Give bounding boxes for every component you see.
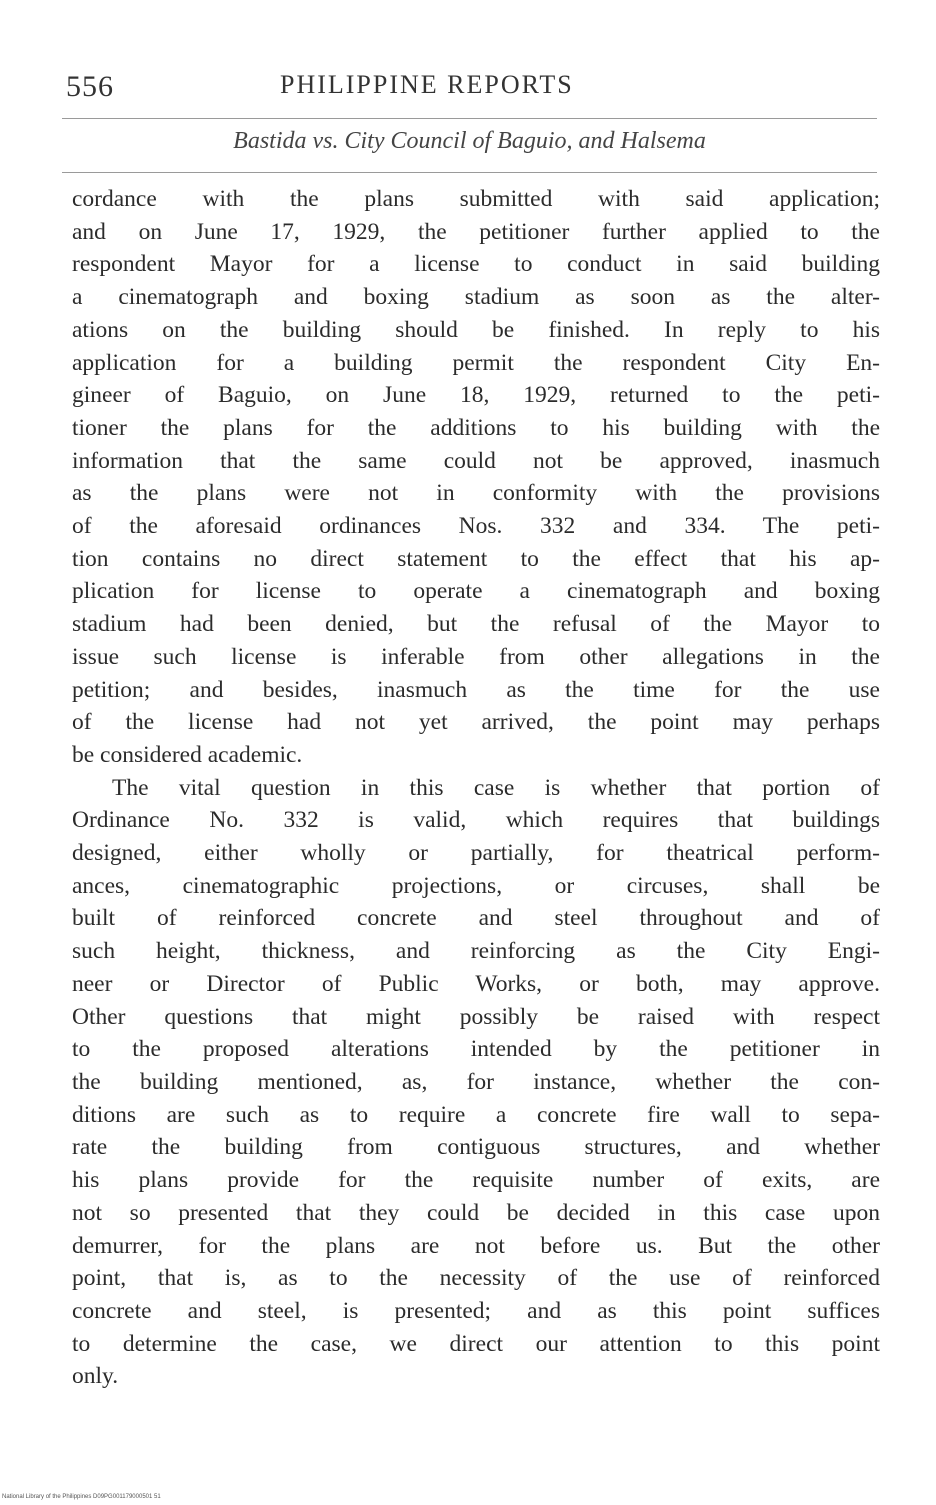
text-line: neer or Director of Public Works, or both, may approve.	[72, 970, 880, 997]
text-line: rate the building from contiguous structures, and whether	[72, 1134, 880, 1161]
text-line: demurrer, for the plans are not before us. But the other	[72, 1232, 880, 1259]
header-rule-bottom	[62, 172, 877, 173]
text-line: Other questions that might possibly be raised with respect	[72, 1003, 880, 1030]
running-head: PHILIPPINE REPORTS	[280, 70, 574, 99]
text-line: stadium had been denied, but the refusal of the Mayor to	[72, 611, 880, 638]
page-number: 556	[66, 70, 114, 103]
text-line: concrete and steel, is presented; and as this point suffices	[72, 1297, 880, 1324]
text-line: not so presented that they could be decided in this case upon	[72, 1199, 880, 1226]
text-line: designed, either wholly or partially, for theatrical perform-	[72, 840, 880, 867]
text-line: point, that is, as to the necessity of the use of reinforced	[72, 1265, 880, 1292]
text-line: ditions are such as to require a concrete fire wall to sepa-	[72, 1101, 880, 1128]
text-line: tion contains no direct statement to the effect that his ap-	[72, 545, 880, 572]
text-line: ances, cinematographic projections, or circuses, shall be	[72, 872, 880, 899]
text-line: issue such license is inferable from other allegations in the	[72, 643, 880, 670]
text-line: only.	[72, 1363, 119, 1390]
text-line: as the plans were not in conformity with the provisions	[72, 480, 880, 507]
body-text	[72, 183, 880, 1393]
text-line: the building mentioned, as, for instance, whether the con-	[72, 1068, 880, 1095]
text-line: built of reinforced concrete and steel throughout and of	[72, 905, 880, 932]
text-line: petition; and besides, inasmuch as the time for the use	[72, 676, 880, 703]
text-line: and on June 17, 1929, the petitioner further applied to the	[72, 218, 880, 245]
text-line: his plans provide for the requisite number of exits, are	[72, 1167, 880, 1194]
case-title: Bastida vs. City Council of Baguio, and Halsema	[233, 128, 706, 154]
footer-credit: National Library of the Philippines D09PG001179000501 51	[2, 1494, 161, 1500]
text-line: a cinematograph and boxing stadium as soon as the alter-	[72, 284, 880, 311]
text-line: such height, thickness, and reinforcing as the City Engi-	[72, 938, 880, 965]
text-line: ations on the building should be finished. In reply to his	[72, 316, 880, 343]
text-line: information that the same could not be approved, inasmuch	[72, 447, 880, 474]
text-line: cordance with the plans submitted with said application;	[72, 186, 880, 212]
text-line: to the proposed alterations intended by the petitioner in	[72, 1036, 880, 1063]
text-line: plication for license to operate a cinematograph and boxing	[72, 578, 880, 605]
text-line: application for a building permit the respondent City En-	[72, 349, 880, 376]
text-line: be considered academic.	[72, 741, 303, 768]
text-line: of the license had not yet arrived, the point may perhaps	[72, 709, 880, 736]
text-line: Ordinance No. 332 is valid, which requires that buildings	[72, 807, 880, 834]
text-line: to determine the case, we direct our attention to this point	[72, 1330, 880, 1357]
text-line: tioner the plans for the additions to his building with the	[72, 414, 880, 441]
text-line: respondent Mayor for a license to conduct in said building	[72, 251, 880, 278]
paragraph-first-line: The vital question in this case is whether that portion of	[112, 774, 880, 801]
header-rule-top	[62, 118, 877, 119]
text-line: gineer of Baguio, on June 18, 1929, returned to the peti-	[72, 382, 880, 409]
text-line: of the aforesaid ordinances Nos. 332 and 334. The peti-	[72, 513, 880, 540]
